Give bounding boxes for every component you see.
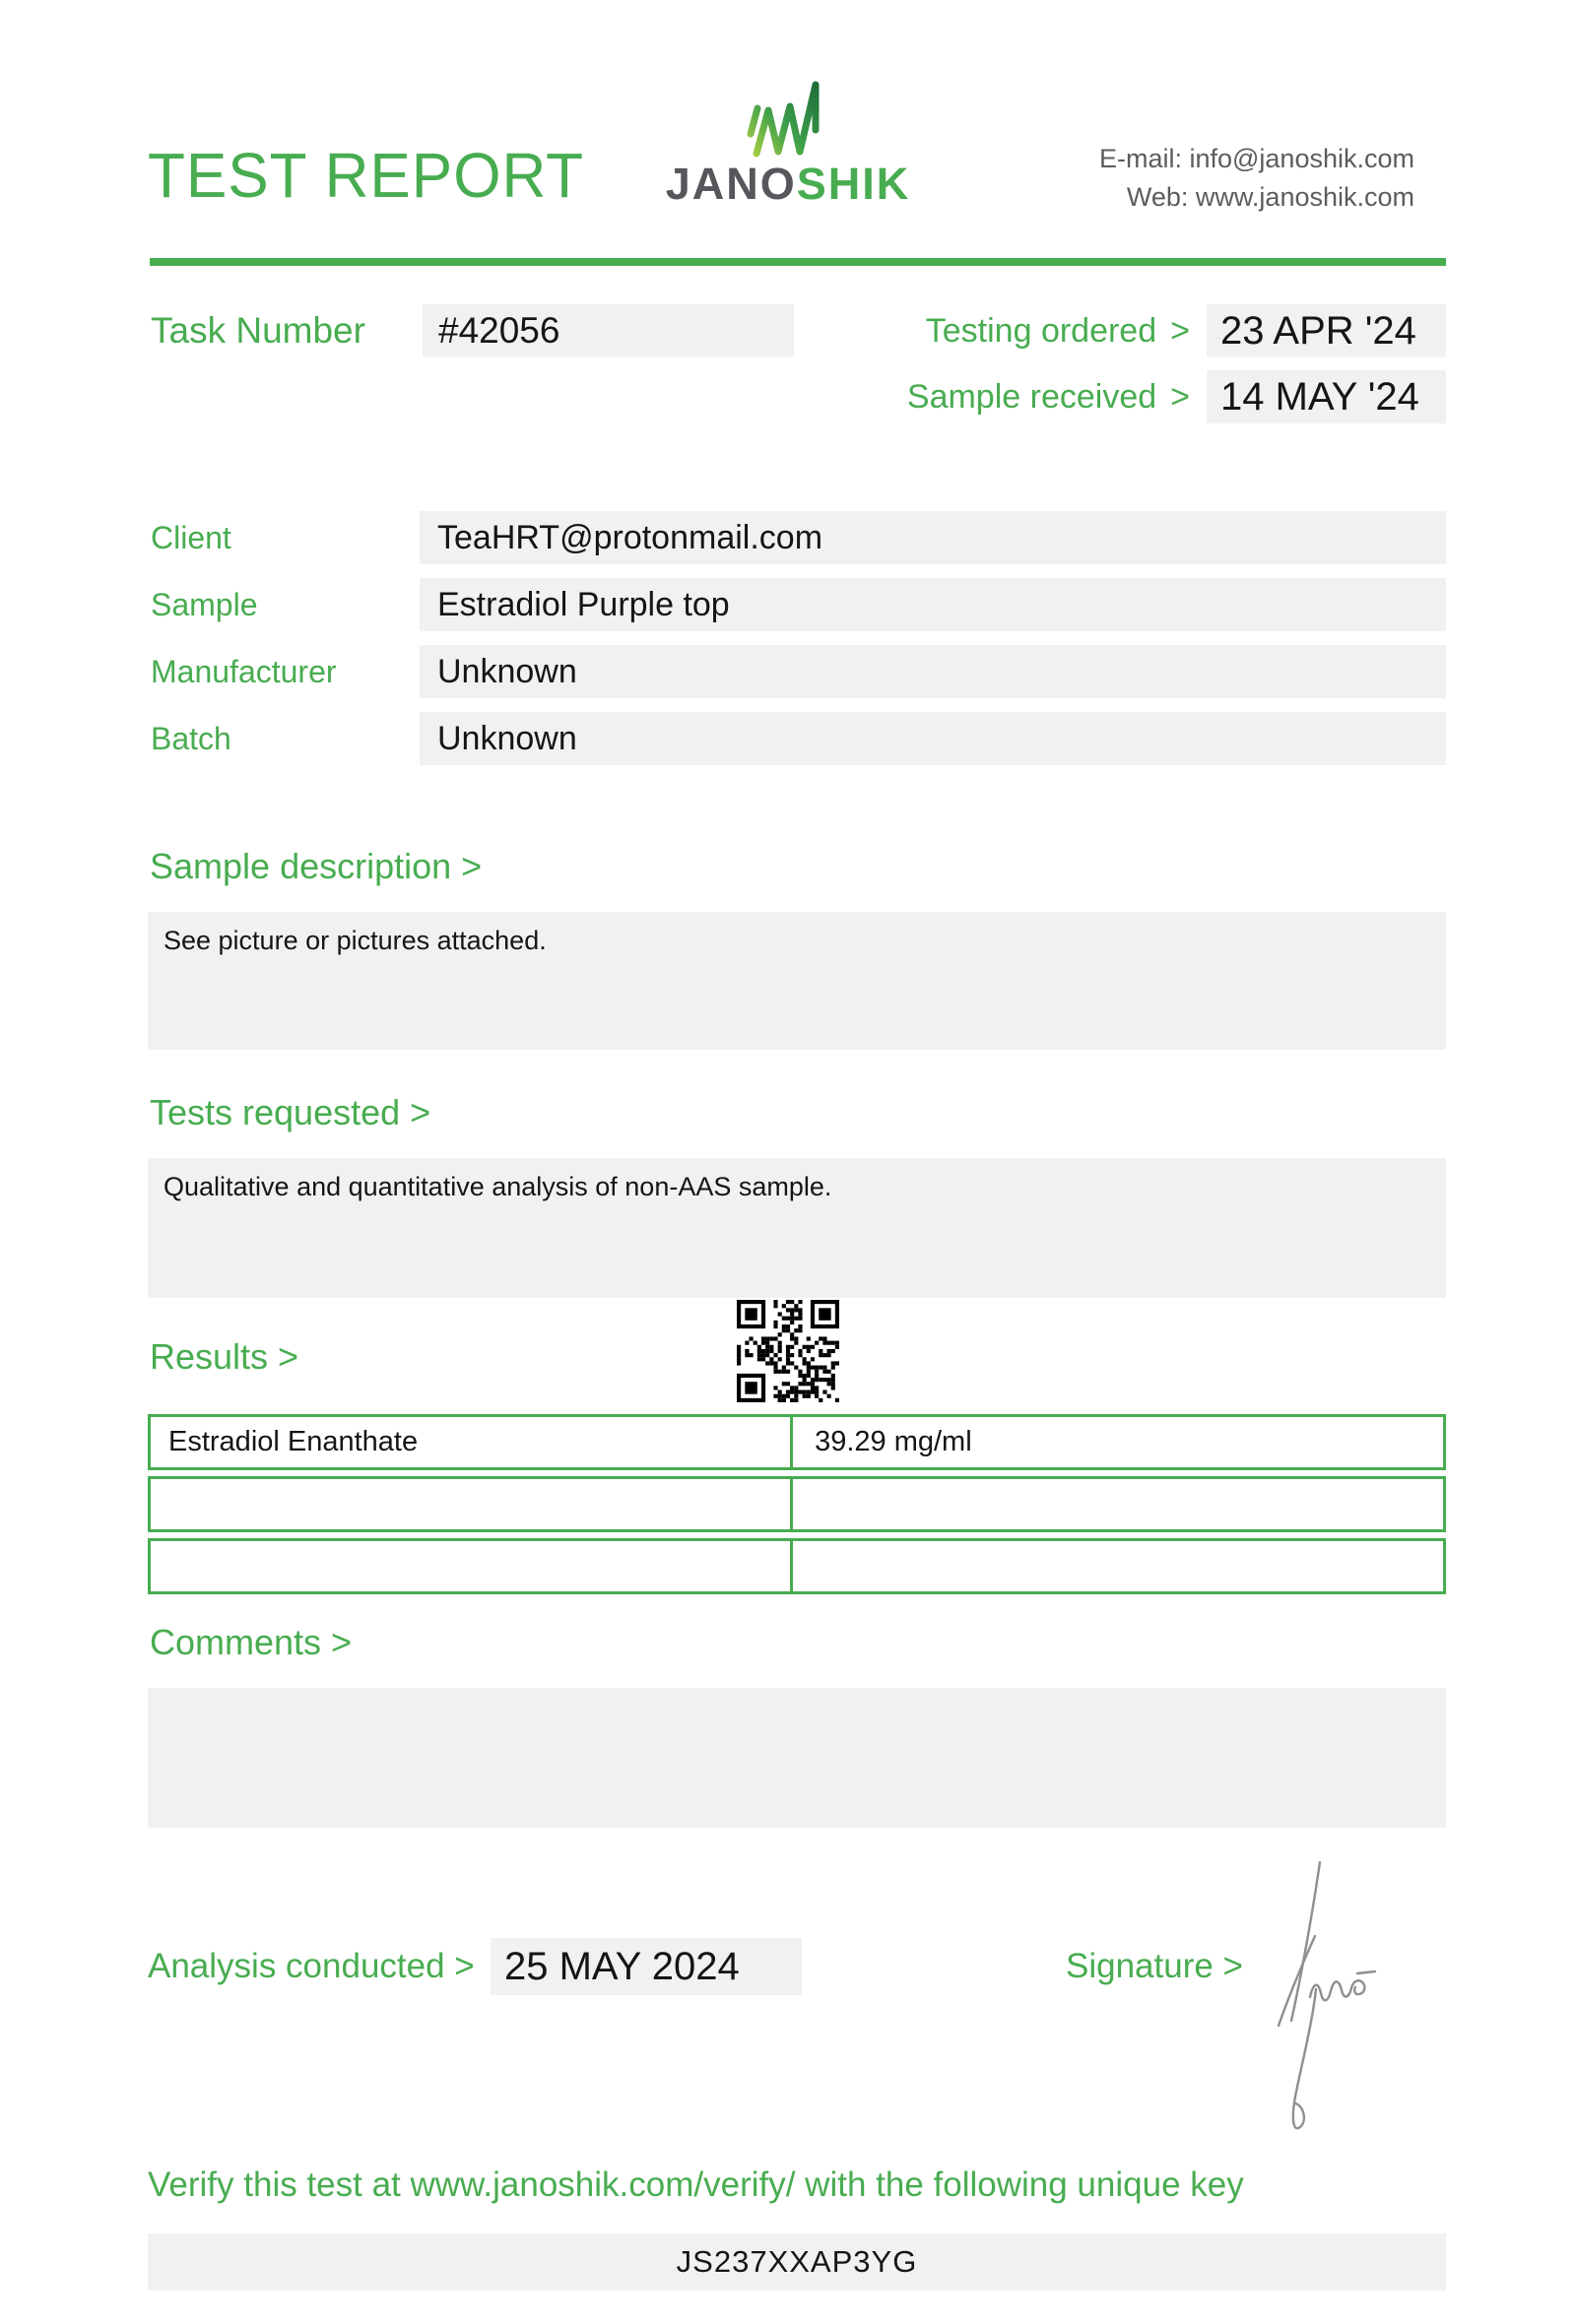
sample-description-text: See picture or pictures attached. [164, 926, 547, 955]
table-row [148, 1414, 1446, 1470]
verify-key: JS237XXAP3YG [676, 2244, 918, 2279]
sample-value: Estradiol Purple top [420, 578, 1446, 631]
manufacturer-value: Unknown [420, 645, 1446, 698]
logo-text [650, 159, 926, 209]
logo-text-jano: JANO [665, 159, 797, 209]
result-substance: Estradiol Enanthate [151, 1417, 793, 1467]
manufacturer-label: Manufacturer [151, 654, 337, 689]
testing-ordered-value: 23 APR '24 [1207, 304, 1446, 357]
client-label: Client [151, 520, 231, 555]
tests-requested-panel [148, 1158, 1446, 1298]
tests-requested-heading: Tests requested > [150, 1092, 431, 1132]
comments-panel [148, 1688, 1446, 1828]
header-divider [150, 258, 1446, 266]
results-heading: Results > [150, 1336, 299, 1377]
arrow-glyph: > [1170, 377, 1190, 416]
contact-email-line: E-mail: info@janoshik.com [1098, 144, 1414, 173]
task-number-value: #42056 [423, 304, 794, 357]
table-row [148, 1476, 1446, 1532]
page-title: TEST REPORT [148, 140, 585, 211]
contact-web-line: Web: www.janoshik.com [1126, 182, 1414, 212]
sample-received-value: 14 MAY '24 [1207, 370, 1446, 423]
verify-key-box [148, 2233, 1446, 2291]
verify-instruction: Verify this test at www.janoshik.com/verify/ with the following unique key [148, 2165, 1244, 2204]
tests-requested-text: Qualitative and quantitative analysis of non-AAS sample. [164, 1172, 832, 1201]
testing-ordered-label [886, 304, 1190, 357]
batch-label: Batch [151, 721, 231, 756]
arrow-glyph: > [1170, 311, 1190, 350]
growth-chart-icon [743, 79, 833, 160]
comments-heading: Comments > [150, 1622, 353, 1662]
result-substance [151, 1479, 793, 1529]
client-value: TeaHRT@protonmail.com [420, 511, 1446, 564]
results-table [148, 1414, 1446, 1600]
table-row [148, 1538, 1446, 1594]
signature-image [1271, 1841, 1487, 2166]
analysis-conducted-label: Analysis conducted > [148, 1947, 475, 1985]
result-concentration [793, 1541, 1443, 1591]
batch-value: Unknown [420, 712, 1446, 765]
result-concentration [793, 1479, 1443, 1529]
result-concentration: 39.29 mg/ml [815, 1426, 972, 1457]
contact-info [1099, 140, 1414, 217]
testing-ordered-text: Testing ordered [925, 311, 1157, 350]
result-substance [151, 1541, 793, 1591]
sample-received-label [886, 370, 1190, 423]
sample-description-panel [148, 912, 1446, 1050]
sample-description-heading: Sample description > [150, 846, 483, 886]
task-number-label: Task Number [151, 310, 365, 351]
analysis-conducted-date: 25 MAY 2024 [491, 1938, 802, 1995]
signature-label: Signature > [1066, 1947, 1243, 1985]
janoshik-logo [650, 79, 926, 209]
qr-code [737, 1300, 839, 1402]
logo-text-shik: SHIK [796, 159, 911, 209]
sample-received-text: Sample received [906, 377, 1157, 416]
sample-label: Sample [151, 587, 258, 622]
